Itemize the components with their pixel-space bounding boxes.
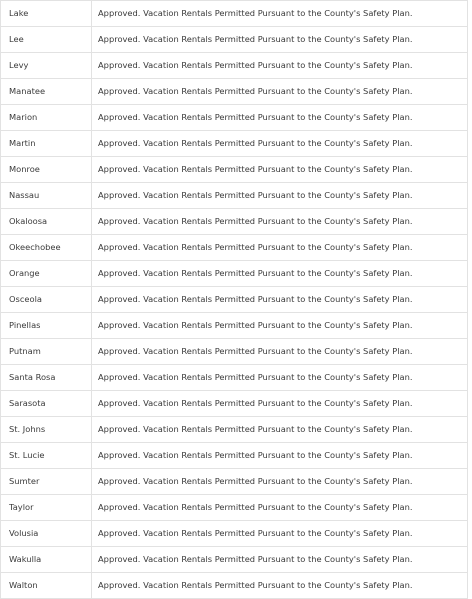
status-cell: Approved. Vacation Rentals Permitted Pursuant to the County's Safety Plan. <box>92 261 468 287</box>
table-row <box>1 521 468 547</box>
status-cell: Approved. Vacation Rentals Permitted Pursuant to the County's Safety Plan. <box>92 157 468 183</box>
table-row <box>1 261 468 287</box>
table-row <box>1 53 468 79</box>
status-cell: Approved. Vacation Rentals Permitted Pursuant to the County's Safety Plan. <box>92 209 468 235</box>
county-cell: Putnam <box>1 339 92 365</box>
county-cell: Okaloosa <box>1 209 92 235</box>
table-row <box>1 365 468 391</box>
table-row <box>1 27 468 53</box>
status-cell: Approved. Vacation Rentals Permitted Pursuant to the County's Safety Plan. <box>92 235 468 261</box>
county-cell: Sumter <box>1 469 92 495</box>
county-cell: Wakulla <box>1 547 92 573</box>
county-cell: Volusia <box>1 521 92 547</box>
status-cell: Approved. Vacation Rentals Permitted Pursuant to the County's Safety Plan. <box>92 313 468 339</box>
table-row <box>1 157 468 183</box>
table-row <box>1 79 468 105</box>
county-cell: Santa Rosa <box>1 365 92 391</box>
county-cell: Monroe <box>1 157 92 183</box>
table-row <box>1 573 468 599</box>
status-cell: Approved. Vacation Rentals Permitted Pursuant to the County's Safety Plan. <box>92 183 468 209</box>
table-row <box>1 417 468 443</box>
county-cell: Nassau <box>1 183 92 209</box>
county-cell: St. Lucie <box>1 443 92 469</box>
status-cell: Approved. Vacation Rentals Permitted Pursuant to the County's Safety Plan. <box>92 521 468 547</box>
county-cell: Martin <box>1 131 92 157</box>
county-cell: Marion <box>1 105 92 131</box>
county-cell: Pinellas <box>1 313 92 339</box>
status-cell: Approved. Vacation Rentals Permitted Pursuant to the County's Safety Plan. <box>92 443 468 469</box>
table-row <box>1 391 468 417</box>
status-cell: Approved. Vacation Rentals Permitted Pursuant to the County's Safety Plan. <box>92 365 468 391</box>
table-row <box>1 105 468 131</box>
county-cell: Okeechobee <box>1 235 92 261</box>
table-row <box>1 235 468 261</box>
status-cell: Approved. Vacation Rentals Permitted Pursuant to the County's Safety Plan. <box>92 1 468 27</box>
status-cell: Approved. Vacation Rentals Permitted Pursuant to the County's Safety Plan. <box>92 417 468 443</box>
table-row <box>1 209 468 235</box>
county-cell: St. Johns <box>1 417 92 443</box>
status-cell: Approved. Vacation Rentals Permitted Pursuant to the County's Safety Plan. <box>92 391 468 417</box>
status-cell: Approved. Vacation Rentals Permitted Pursuant to the County's Safety Plan. <box>92 79 468 105</box>
status-cell: Approved. Vacation Rentals Permitted Pursuant to the County's Safety Plan. <box>92 547 468 573</box>
county-cell: Levy <box>1 53 92 79</box>
county-cell: Lee <box>1 27 92 53</box>
table-row <box>1 131 468 157</box>
table-row <box>1 313 468 339</box>
status-cell: Approved. Vacation Rentals Permitted Pursuant to the County's Safety Plan. <box>92 339 468 365</box>
status-cell: Approved. Vacation Rentals Permitted Pursuant to the County's Safety Plan. <box>92 469 468 495</box>
county-cell: Lake <box>1 1 92 27</box>
table-row <box>1 443 468 469</box>
table-row <box>1 469 468 495</box>
county-cell: Walton <box>1 573 92 599</box>
status-cell: Approved. Vacation Rentals Permitted Pursuant to the County's Safety Plan. <box>92 27 468 53</box>
status-cell: Approved. Vacation Rentals Permitted Pursuant to the County's Safety Plan. <box>92 287 468 313</box>
status-cell: Approved. Vacation Rentals Permitted Pursuant to the County's Safety Plan. <box>92 131 468 157</box>
table-row <box>1 547 468 573</box>
status-cell: Approved. Vacation Rentals Permitted Pursuant to the County's Safety Plan. <box>92 105 468 131</box>
county-cell: Sarasota <box>1 391 92 417</box>
table-body <box>1 1 468 599</box>
table-row <box>1 495 468 521</box>
county-cell: Manatee <box>1 79 92 105</box>
status-cell: Approved. Vacation Rentals Permitted Pursuant to the County's Safety Plan. <box>92 573 468 599</box>
status-cell: Approved. Vacation Rentals Permitted Pursuant to the County's Safety Plan. <box>92 495 468 521</box>
table-row <box>1 183 468 209</box>
status-cell: Approved. Vacation Rentals Permitted Pursuant to the County's Safety Plan. <box>92 53 468 79</box>
county-cell: Orange <box>1 261 92 287</box>
table-row <box>1 339 468 365</box>
county-cell: Osceola <box>1 287 92 313</box>
table-row <box>1 1 468 27</box>
table-row <box>1 287 468 313</box>
county-cell: Taylor <box>1 495 92 521</box>
